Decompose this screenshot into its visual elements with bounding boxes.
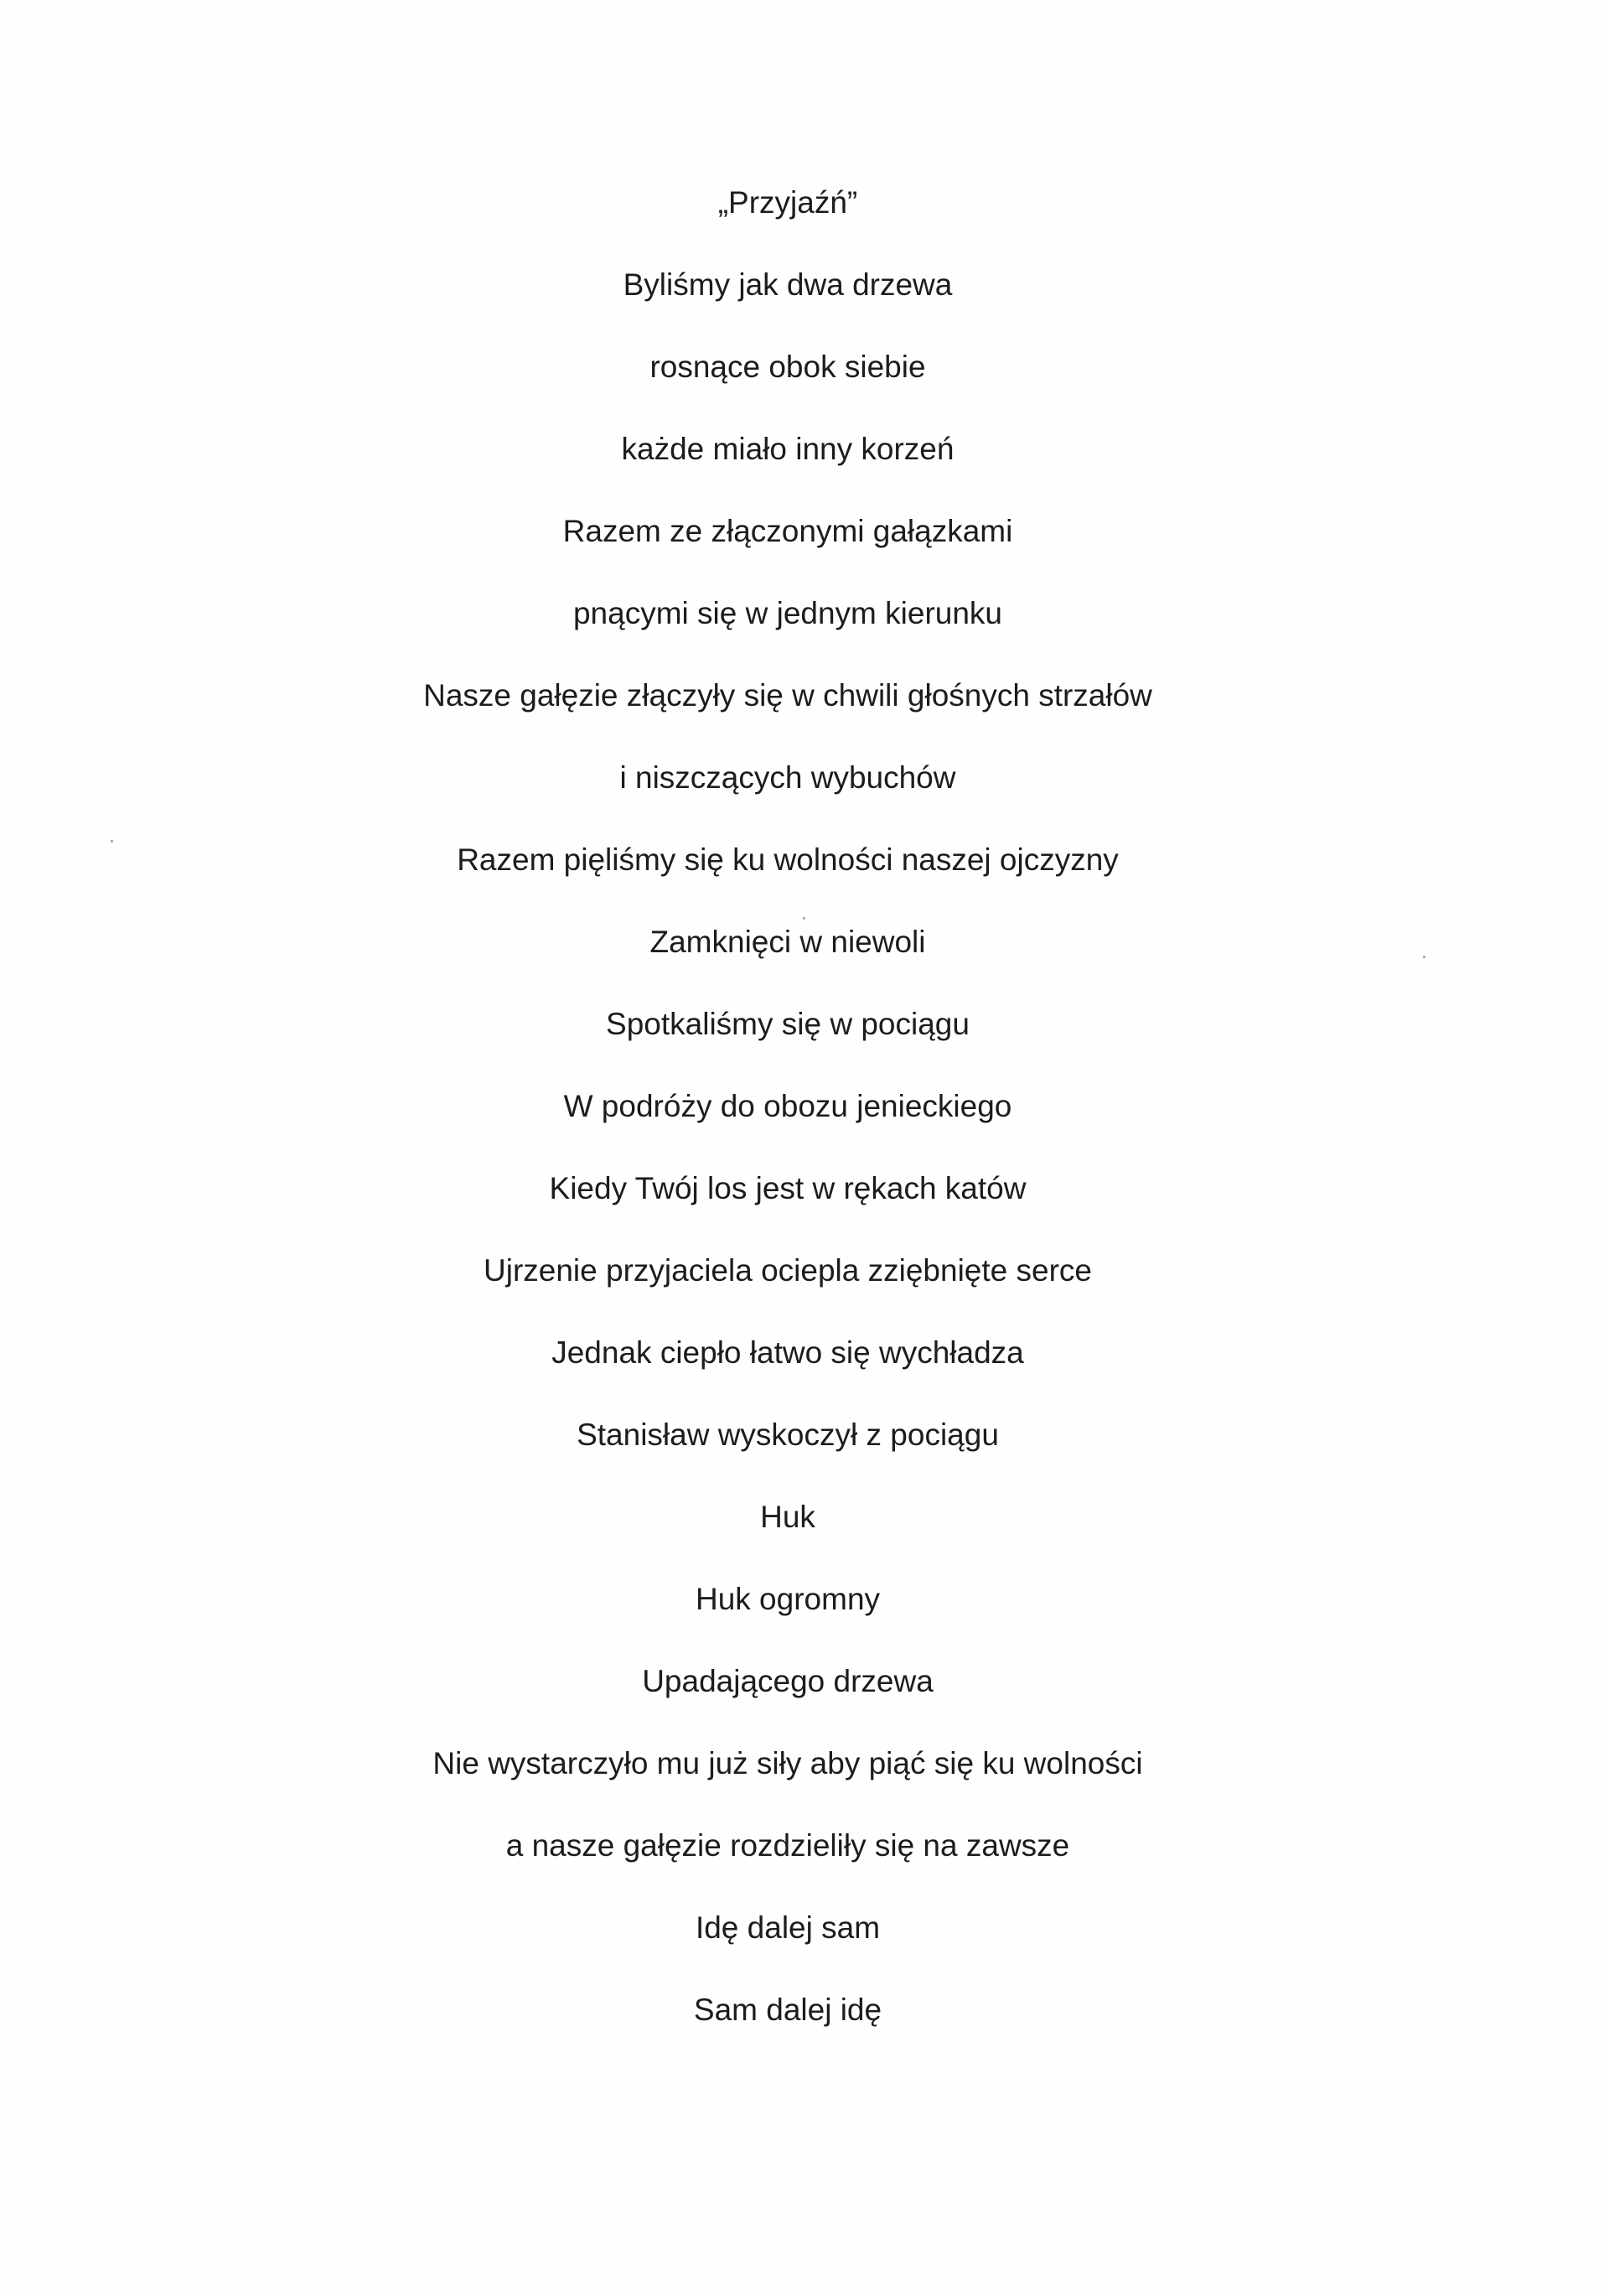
poem-line: Stanisław wyskoczył z pociągu — [577, 1418, 999, 1452]
poem-line: i niszczących wybuchów — [619, 760, 956, 795]
poem-line: W podróży do obozu jenieckiego — [563, 1089, 1012, 1123]
poem-line: Razem pięliśmy się ku wolności naszej ojczyzny — [457, 842, 1119, 877]
poem-line: a nasze gałęzie rozdzieliły się na zawsze — [505, 1828, 1070, 1863]
poem-line: Zamknięci w niewoli — [649, 925, 926, 959]
scan-speck — [1423, 956, 1425, 958]
poem-line: Ujrzenie przyjaciela ociepla zziębnięte serce — [484, 1253, 1092, 1288]
poem-line: Nasze gałęzie złączyły się w chwili głośnych strzałów — [423, 678, 1152, 713]
poem-line: Razem ze złączonymi gałązkami — [562, 514, 1013, 548]
poem-line: Upadającego drzewa — [642, 1664, 934, 1698]
poem-line: Nie wystarczyło mu już siły aby piąć się ku wolności — [432, 1746, 1143, 1780]
poem-line: Spotkaliśmy się w pociągu — [606, 1007, 970, 1041]
poem-line: każde miało inny korzeń — [621, 432, 955, 466]
poem-line: Idę dalej sam — [695, 1910, 881, 1945]
poem — [0, 174, 1575, 2063]
poem-title: „Przyjaźń” — [717, 185, 858, 220]
poem-line: Sam dalej idę — [693, 1993, 882, 2027]
poem-line: rosnące obok siebie — [649, 350, 926, 384]
poem-line: Huk ogromny — [695, 1582, 881, 1616]
poem-line: Byliśmy jak dwa drzewa — [623, 267, 953, 302]
scan-speck — [803, 917, 805, 920]
poem-line: Huk — [760, 1500, 815, 1534]
scan-speck — [111, 840, 113, 842]
poem-line: Kiedy Twój los jest w rękach katów — [549, 1171, 1027, 1205]
poem-line: Jednak ciepło łatwo się wychładza — [551, 1335, 1024, 1370]
poem-line: pnącymi się w jednym kierunku — [572, 596, 1003, 630]
